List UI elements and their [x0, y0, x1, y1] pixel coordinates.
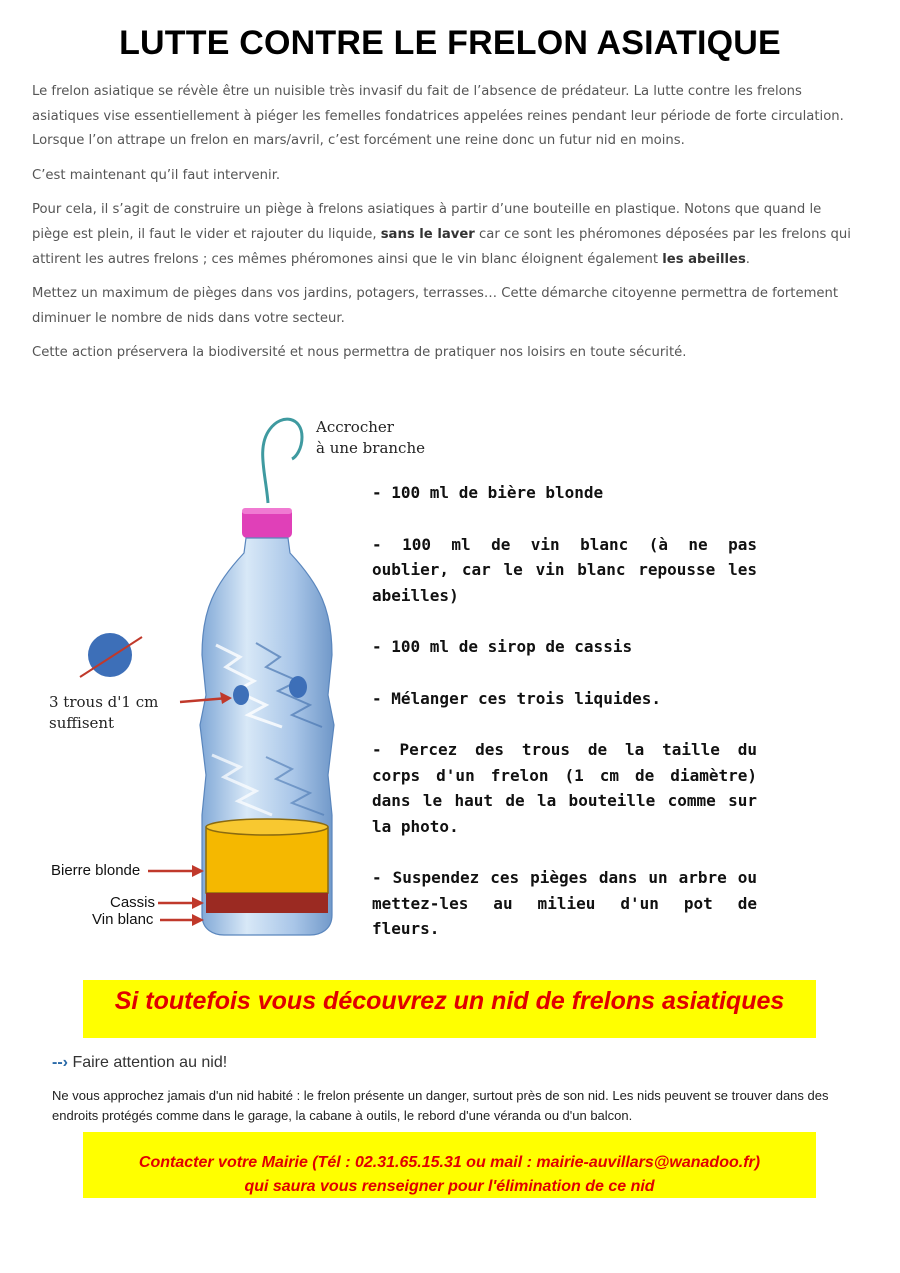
intro-text [32, 80, 862, 376]
hook-icon [263, 419, 302, 503]
bottle-hole-1 [233, 685, 249, 705]
hook-label-line-2: à une branche [316, 439, 425, 457]
intro-paragraph-2: C’est maintenant qu’il faut intervenir. [32, 167, 281, 183]
attention-heading [52, 1054, 227, 1072]
intro-p3-part-c: car ce sont les phéromones déposées par les frelons qui attirent les autres frelons ; ces mêmes phéromones ainsi que le vin blanc éloignent également [32, 226, 851, 267]
holes-label-line-2: suffisent [49, 714, 115, 732]
recipe-item-beer: - 100 ml de bière blonde [372, 483, 604, 502]
arrow-right-icon: --› [52, 1054, 68, 1071]
intro-p3-part-a: Pour cela, il s’agit de construire un piège à frelons asiatiques à partir d’une bouteille en plastique. Notons que quand le piège est plein, il faut le vider et rajouter du liquide, [32, 202, 822, 242]
nest-found-banner [83, 980, 816, 1038]
nest-found-text: Si toutefois vous découvrez un nid de frelons asiatiques [114, 986, 785, 1015]
bottle-hole-2 [289, 676, 307, 698]
attention-text: Ne vous approchez jamais d'un nid habité : le frelon présente un danger, surtout près de son nid. Les nids peuvent se trouver dans des endroits protégés comme dans le garage, la cabane à outils, le rebord d'une véranda ou d'un balcon. [52, 1088, 829, 1123]
intro-p3-part-e: . [745, 251, 750, 267]
hook-label [316, 417, 425, 459]
intro-p3-bold-no-wash: sans le laver [380, 226, 475, 242]
hook-label-line-1: Accrocher [316, 418, 394, 436]
cassis-layer [206, 893, 328, 913]
contact-line-1: Contacter votre Mairie (Tél : 02.31.65.15.31 ou mail : mairie-auvillars@wanadoo.fr) [138, 1154, 761, 1171]
page-title: LUTTE CONTRE LE FRELON ASIATIQUE [119, 24, 781, 62]
recipe-item-wine: - 100 ml de vin blanc (à ne pas oublier, car le vin blanc repousse les abeilles) [372, 534, 757, 605]
recipe-list [372, 480, 757, 968]
recipe-item-holes: - Percez des trous de la taille du corps d'un frelon (1 cm de diamètre) dans le haut de la bouteille comme sur la photo. [372, 740, 757, 836]
recipe-item-hang: - Suspendez ces pièges dans un arbre ou mettez-les au milieu d'un pot de fleurs. [372, 868, 757, 938]
intro-paragraph-1: Le frelon asiatique se révèle être un nuisible très invasif du fait de l’absence de prédateur. La lutte contre les frelons asiatiques vise essentiellement à piéger les femelles fondatrices appelées reines pendant leur période de forte circulation. Lorsque l’on attrape un frelon en mars/avril, c’est forcément une reine donc un futur nid en moins. [32, 84, 844, 149]
wine-label: Vin blanc [92, 911, 154, 928]
attention-heading-text: Faire attention au nid! [72, 1054, 228, 1071]
trap-illustration [20, 395, 870, 950]
recipe-item-mix: - Mélanger ces trois liquides. [372, 688, 661, 708]
contact-line-2: qui saura vous renseigner pour l'élimination de ce nid [244, 1178, 655, 1195]
beer-label: Bierre blonde [51, 862, 141, 879]
hole-symbol-icon [88, 633, 132, 677]
holes-label-line-1: 3 trous d'1 cm [49, 693, 159, 711]
contact-banner [83, 1132, 816, 1198]
intro-paragraph-5: Cette action préservera la biodiversité et nous permettra de pratiquer nos loisirs en toute sécurité. [32, 345, 687, 361]
intro-paragraph-3 [32, 198, 862, 272]
intro-paragraph-4: Mettez un maximum de pièges dans vos jardins, potagers, terrasses… Cette démarche citoyenne permettra de fortement diminuer le nombre de nids dans votre secteur. [32, 286, 839, 326]
holes-label [49, 692, 158, 734]
cassis-label: Cassis [110, 894, 156, 911]
recipe-item-cassis: - 100 ml de sirop de cassis [372, 637, 633, 656]
intro-p3-bold-bees: les abeilles [662, 251, 746, 267]
